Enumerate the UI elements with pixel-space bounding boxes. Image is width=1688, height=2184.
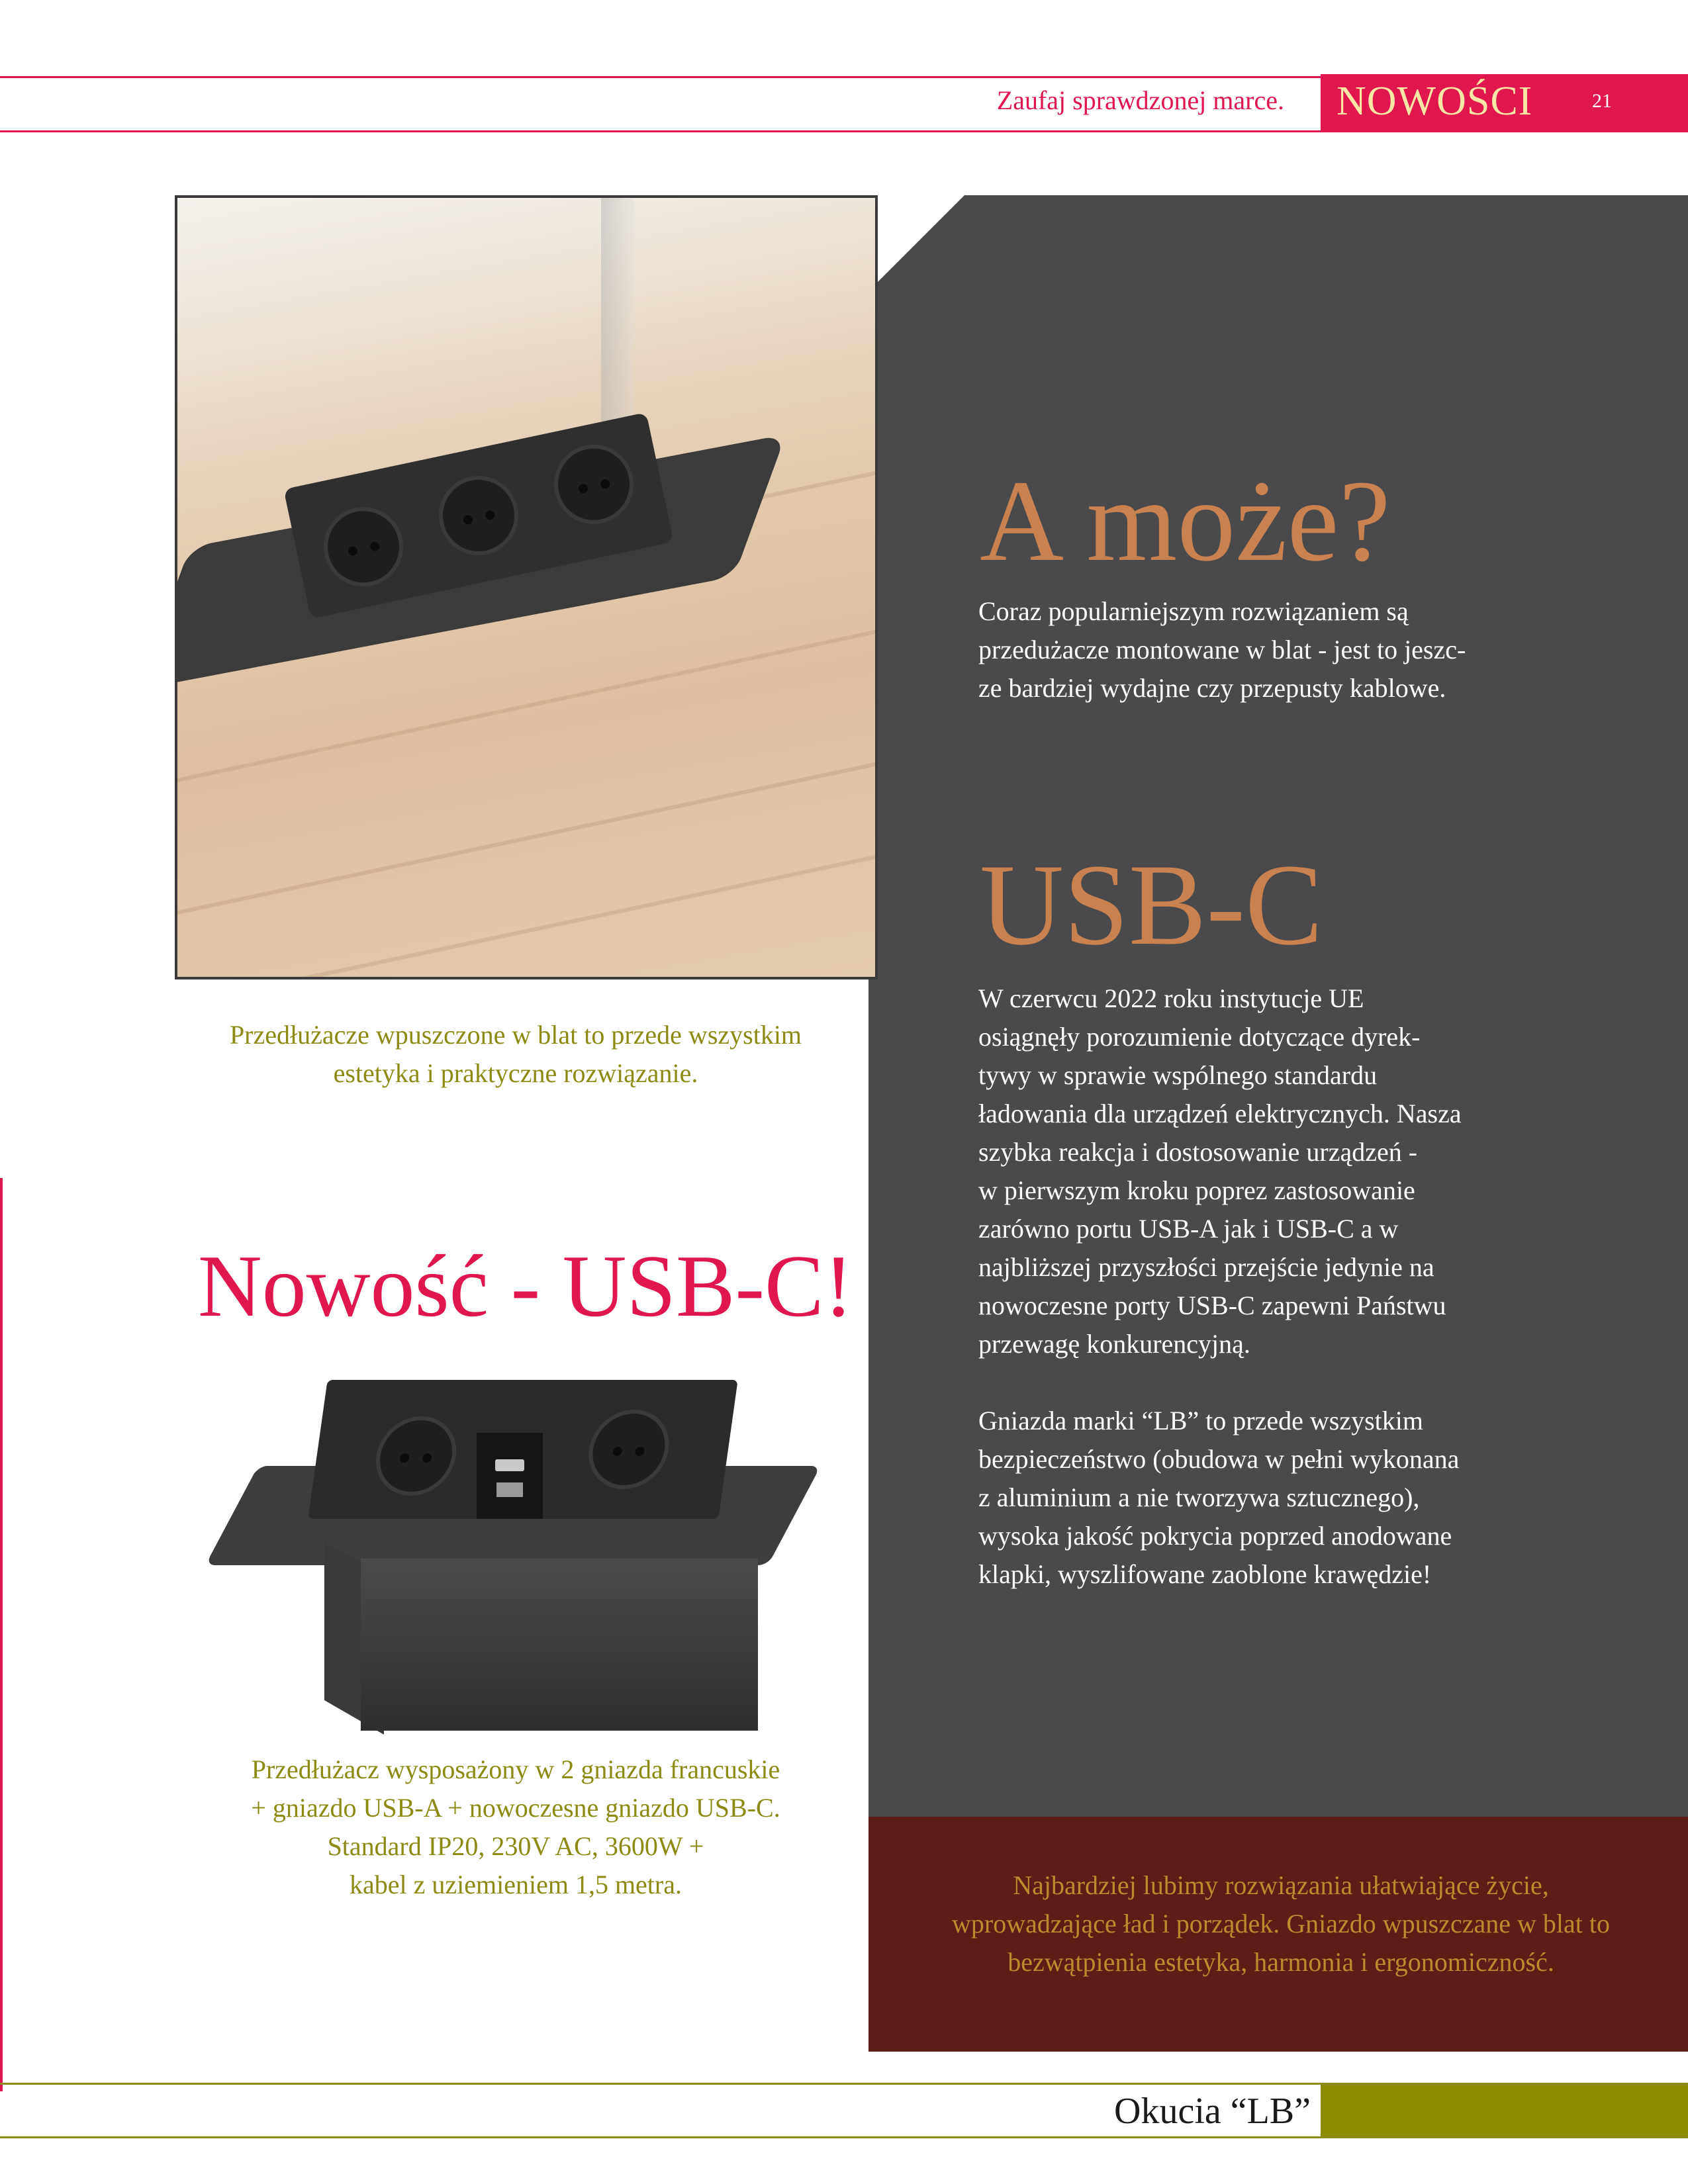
usb-a-port-icon	[496, 1482, 523, 1497]
desk-socket-photo	[175, 195, 878, 979]
text-line: ładowania dla urządzeń elektrycznych. Nasza	[978, 1099, 1462, 1128]
text-line: klapki, wyszlifowane zaoblone krawędzie!	[978, 1559, 1432, 1589]
text-line: nowoczesne porty USB-C zapewni Państwu	[978, 1291, 1446, 1320]
glass-divider	[601, 195, 634, 430]
text-line: tywy w sprawie wspólnego standardu	[978, 1060, 1378, 1090]
text-line: Przedłużacz wysposażony w 2 gniazda francuskie	[251, 1754, 780, 1784]
text-line: wysoka jakość pokrycia poprzed anodowane	[978, 1521, 1452, 1551]
text-line: W czerwcu 2022 roku instytucje UE	[978, 983, 1364, 1013]
product-photo	[218, 1360, 814, 1731]
usb-c-port-icon	[495, 1459, 524, 1471]
text-line: kabel z uziemieniem 1,5 metra.	[349, 1870, 682, 1899]
text-line: osiągnęły porozumienie dotyczące dyrek-	[978, 1022, 1421, 1052]
text-line: w pierwszym kroku poprez zastosowanie	[978, 1175, 1415, 1205]
socket-icon	[584, 1410, 675, 1489]
text-line: + gniazdo USB-A + nowoczesne gniazdo USB-C.	[251, 1793, 780, 1823]
socket-icon	[371, 1416, 461, 1496]
panel-text-lb	[978, 1402, 1521, 1594]
heading-a-moze: A może?	[980, 457, 1391, 586]
caption-top	[175, 1016, 857, 1093]
text-line: Najbardziej lubimy rozwiązania ułatwiające życie,	[1013, 1870, 1549, 1900]
socket-icon	[432, 469, 526, 563]
text-line: bezwątpienia estetyka, harmonia i ergonomiczność.	[1008, 1947, 1554, 1977]
product-body	[361, 1559, 758, 1731]
panel-text-intro	[978, 592, 1521, 707]
footer-brand-box	[1321, 2085, 1688, 2138]
socket-icon	[547, 437, 641, 531]
section-badge	[1321, 74, 1688, 132]
text-line: Coraz popularniejszym rozwiązaniem są	[978, 596, 1409, 626]
section-label: NOWOŚCI	[1336, 79, 1533, 124]
text-line: estetyka i praktyczne rozwiązanie.	[333, 1058, 698, 1088]
caption-bottom	[175, 1751, 857, 1904]
headline-nowosc: Nowość - USB-C!	[197, 1237, 854, 1335]
text-line: Standard IP20, 230V AC, 3600W +	[327, 1831, 704, 1861]
text-line: Gniazda marki “LB” to przede wszystkim	[978, 1406, 1423, 1435]
text-line: przedużacze montowane w blat - jest to jeszc-	[978, 635, 1466, 664]
desk-plank-line	[175, 843, 878, 979]
text-line: bezpieczeństwo (obudowa w pełni wykonana	[978, 1444, 1460, 1474]
header-tagline: Zaufaj sprawdzonej marce.	[996, 85, 1284, 115]
text-line: Przedłużacze wpuszczone w blat to przede wszystkim	[229, 1020, 802, 1050]
maroon-quote-text	[887, 1866, 1675, 1981]
panel-text-usb	[978, 979, 1521, 1363]
text-line: zarówno portu USB-A jak i USB-C a w	[978, 1214, 1399, 1244]
text-line: najbliższej przyszłości przejście jedynie na	[978, 1252, 1434, 1282]
heading-usb-c: USB-C	[980, 841, 1323, 970]
footer-brand: Okucia “LB”	[1114, 2091, 1311, 2132]
usb-panel	[477, 1433, 543, 1519]
page-number: 21	[1592, 90, 1612, 112]
left-accent-bar	[0, 1178, 3, 2091]
text-line: ze bardziej wydajne czy przepusty kablowe.	[978, 673, 1446, 703]
socket-icon	[316, 500, 410, 594]
text-line: przewagę konkurencyjną.	[978, 1329, 1250, 1359]
text-line: z aluminium a nie tworzywa sztucznego),	[978, 1482, 1420, 1512]
text-line: wprowadzające ład i porządek. Gniazdo wpuszczane w blat to	[951, 1909, 1610, 1938]
text-line: szybka reakcja i dostosowanie urządzeń -	[978, 1137, 1418, 1167]
desk-plank-line	[175, 751, 878, 919]
